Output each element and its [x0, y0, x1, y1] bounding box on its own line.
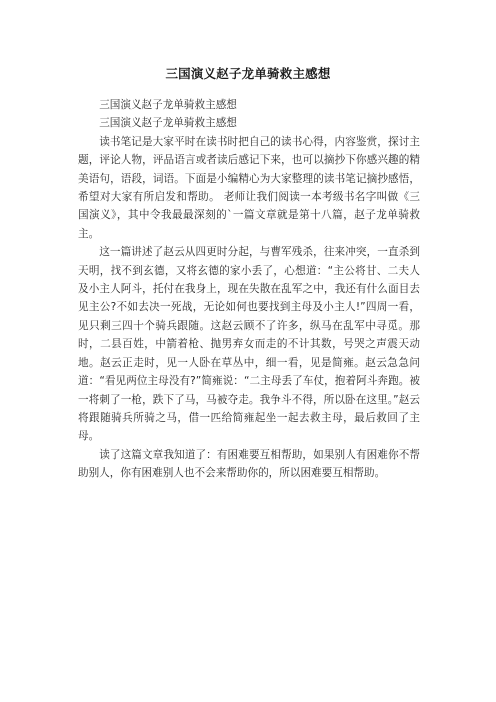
- subtitle-line-1: 三国演义赵子龙单骑救主感想: [99, 99, 237, 111]
- body-paragraph-conclusion: 读了这篇文章我知道了：有困难要互相帮助，如果别人有困难你不帮助别人，你有困难别人也不会来帮助你的，所以困难要互相帮助。: [78, 448, 420, 480]
- body-paragraph-story: 这一篇讲述了赵云从四更时分起，与曹军残杀，往来冲突，一直杀到天明，找不到玄德，又将玄德的家小丢了，心想道：“主公将甘、二夫人及小主人阿斗，托付在我身上，现在失散在乱军之中，我还有什么面目去见主公?不如去决一死战，无论如何也要找到主母及小主人!”四周一看，见只剩三四十个骑兵跟随。这赵云顾不了许多，纵马在乱军中寻觅。那时，二县百姓，中箭着枪、抛男弃女而走的不计其数，号哭之声震天动地。赵云正走时，见一人卧在草丛中，细一看，见是简雍。赵云急急问道：“看见两位主母没有?”简雍说：“二主母丢了车仗，抱着阿斗奔跑。被一将刺了一枪，跌下了马，马被夺走。我争斗不得，所以卧在这里。”赵云将跟随骑兵所骑之马，借一匹给简雍起坐一起去救主母，最后救回了主母。: [78, 246, 420, 443]
- subtitle-line-2: 三国演义赵子龙单骑救主感想: [99, 117, 237, 130]
- document-body: [78, 96, 420, 483]
- body-paragraph-intro: 读书笔记是大家平时在读书时把自己的读书心得，内容鉴赏，探讨主题，评论人物，评品语言或者读后感记下来，也可以摘抄下你感兴趣的精美语句，语段，词语。下面是小编精心为大家整理的读书笔记摘抄感悟，希望对大家有所启发和帮助。 老师让我们阅读一本考级书名字叫做《三国演义》，其中令我最最深刻的`一篇文章就是第十八篇，赵子龙单骑救主。: [78, 135, 420, 240]
- document-title: 三国演义赵子龙单骑救主感想: [165, 66, 331, 81]
